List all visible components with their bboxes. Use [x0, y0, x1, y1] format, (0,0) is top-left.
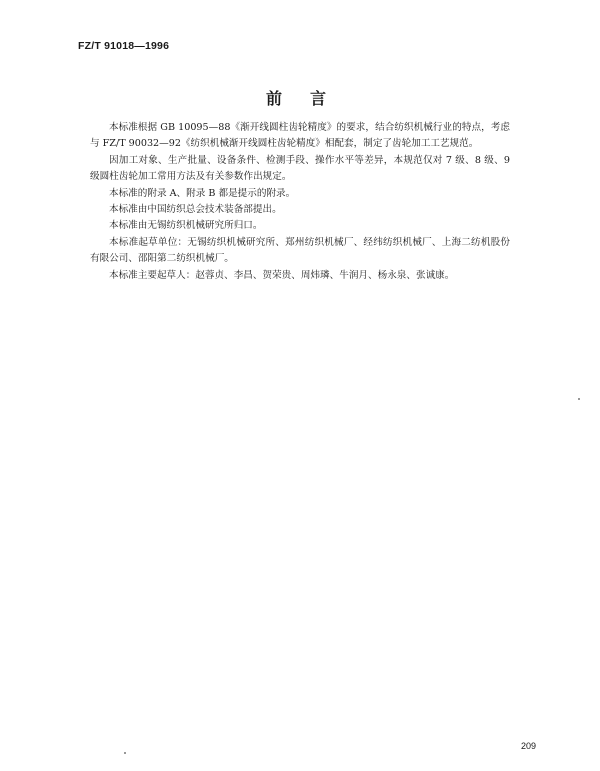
standard-code: FZ/T 91018—1996 [78, 40, 170, 52]
foreword-body [90, 120, 510, 284]
paragraph-scope: 因加工对象、生产批量、设备条件、检测手段、操作水平等差异，本规范仅对 7 级、8 级、9 级圆柱齿轮加工常用方法及有关参数作出规定。 [90, 154, 510, 183]
page-number: 209 [521, 741, 537, 751]
scan-speck [124, 752, 126, 754]
paragraph-centralized: 本标准由无锡纺织机械研究所归口。 [109, 220, 263, 232]
paragraph-basis: 本标准根据 GB 10095—88《渐开线圆柱齿轮精度》的要求，结合纺织机械行业的特点，考虑与 FZ/T 90032—92《纺织机械渐开线圆柱齿轮精度》相配套，制定了齿轮加工工艺规范。 [90, 122, 510, 150]
paragraph-drafters: 本标准主要起草人：赵蓉贞、李昌、贺荣贵、周炜璘、牛润月、杨永泉、张诚康。 [109, 269, 455, 281]
page-title: 前言 [265, 89, 354, 108]
paragraph-drafting-units: 本标准起草单位：无锡纺织机械研究所、郑州纺织机械厂、经纬纺织机械厂、上海二纺机股份有限公司、邵阳第二纺织机械厂。 [90, 236, 510, 265]
scan-speck [578, 398, 580, 400]
paragraph-proposer: 本标准由中国纺织总会技术装备部提出。 [109, 204, 282, 216]
paragraph-appendix: 本标准的附录 A、附录 B 都是提示的附录。 [109, 187, 296, 199]
